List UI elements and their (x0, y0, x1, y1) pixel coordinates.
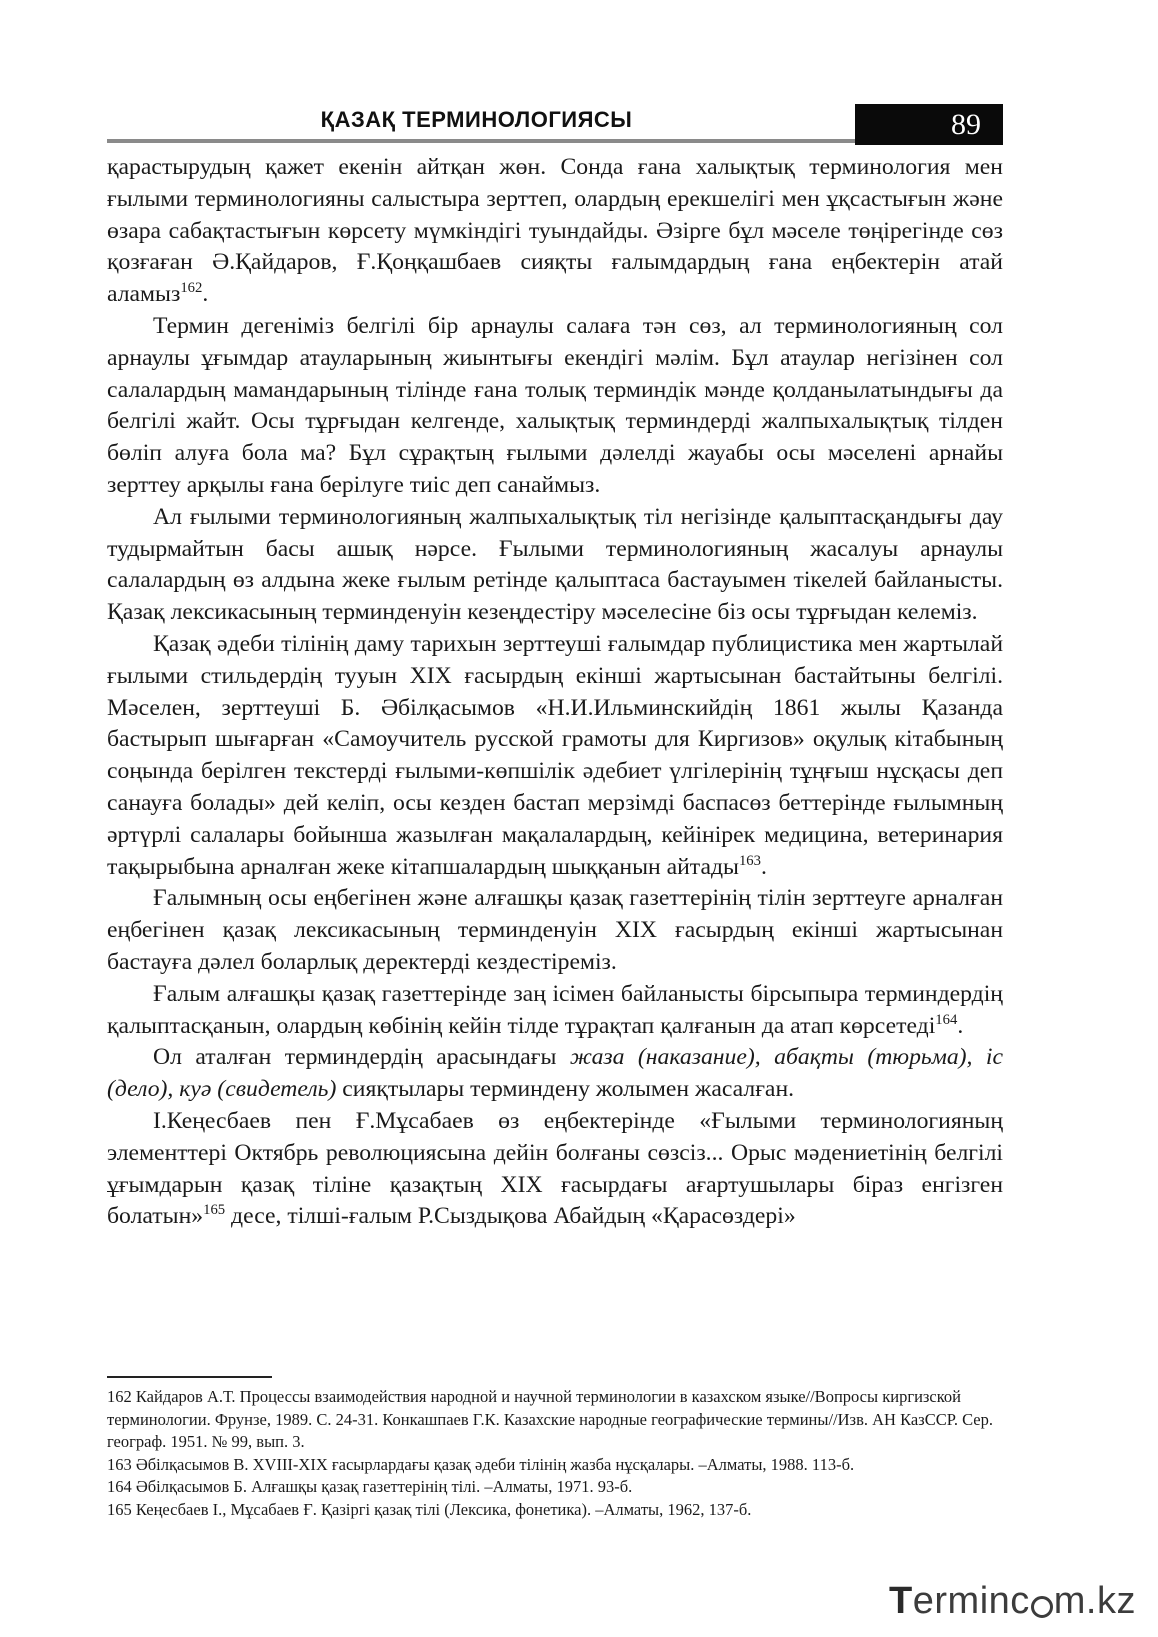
termincom-watermark-logo: T erminc m.kz (889, 1580, 1136, 1622)
footnote-ref-164: 164 (935, 1011, 958, 1028)
footnote-ref-163: 163 (738, 852, 761, 869)
footnote-163: 163 Әбілқасымов В. XVIII-XIX ғасырлардағы қазақ әдеби тілінің жазба нұсқалары. –Алматы, 1988. 113-б. (107, 1454, 855, 1474)
running-header-title: ҚАЗАҚ ТЕРМИНОЛОГИЯСЫ (320, 107, 633, 132)
footnote-165: 165 Кеңесбаев І., Мұсабаев Ғ. Қазіргі қазақ тілі (Лексика, фонетика). –Алматы, 1962, 137-б. (107, 1499, 752, 1519)
footnote-separator (107, 1376, 272, 1378)
footnote-ref-165: 165 (203, 1202, 226, 1219)
paragraph-7: Ол аталған терминдердің арасындағы жаза (наказание), абақты (тюрьма), іс (дело), куә (свидетель) сияқтылары терминдену жолымен жасалған. (107, 1044, 1003, 1103)
page-number: 89 (855, 104, 1003, 145)
body-text (107, 152, 1003, 1233)
paragraph-2: Термин дегеніміз белгілі бір арнаулы салаға тән сөз, ал терминологияның сол арнаулы ұғымдар атауларының жиынтығы екендігі мәлім. Бұл атаулар негізінен сол салалардың мамандарының тілінде ғана толық терминдік мәнде қолданылатындығы да белгілі жайт. Осы тұрғыдан келгенде, халықтық терминдерді жалпыхалықтық тілден бөліп алуға бола ма? Бұл сұрақтың ғылыми дәлелді жауабы осы мәселені арнайы зерттеу арқылы ғана берілуге тиіс деп санаймыз. (107, 312, 1003, 498)
footnote-162: 162 Кайдаров А.Т. Процессы взаимодействия народной и научной терминологии в казахском языке//Вопросы киргизской терминологии. Фрунзе, 1989. С. 24-31. Конкашпаев Г.К. Казахские народные географические термины//Изв. АН КазССР. Сер. географ. 1951. № 99, вып. 3. (107, 1387, 993, 1452)
paragraph-1: қарастырудың қажет екенін айтқан жөн. Сонда ғана халықтық терминология мен ғылыми терминологияны салыстыра зерттеп, олардың ерекшелігі мен ұқсастығын және өзара сабақтастығын көрсету мүмкіндігі туындайды. Әзірге бұл мәселе төңірегінде сөз қозғаған Ә.Қайдаров, Ғ.Қоңқашбаев сияқты ғалымдардың ғана еңбектерін атай аламыз$^{162}$. (107, 154, 1003, 308)
paragraph-3: Ал ғылыми терминологияның жалпыхалықтық тіл негізінде қалыптасқандығы дау тудырмайтын басы ашық нәрсе. Ғылыми терминологияның жасалуы арнаулы салалардың өз алдына жеке ғылым ретінде қалыптаса бастауымен тікелей байланысты. Қазақ лексикасының терминденуін кезеңдестіру мәселесіне біз осы тұрғыдан келеміз. (107, 503, 1003, 626)
paragraph-6: Ғалым алғашқы қазақ газеттерінде заң ісімен байланысты бірсыпыра терминдердің қалыптасқанын, олардың көбінің кейін тілде тұрақтап қалғанын да атап көрсетеді$^{164}$. (107, 980, 1003, 1039)
paragraph-5: Ғалымның осы еңбегінен және алғашқы қазақ газеттерінің тілін зерттеуге арналған еңбегінен қазақ лексикасының терминденуін XIX ғасырдың екінші жартысынан бастауға дәлел боларлық деректерді кездестіреміз. (107, 885, 1003, 975)
circle-o-icon (1031, 1596, 1053, 1618)
paragraph-8: І.Кеңесбаев пен Ғ.Мұсабаев өз еңбектерінде «Ғылыми терминологияның элементтері Октябрь революциясына дейін болғаны сөзсіз... Орыс мәдениетінің белгілі ұғымдарын қазақ тіліне қазақтың XIX ғасырдағы ағартушылары біраз енгізген болатын»$^{165}$ десе, тілші-ғалым Р.Сыздықова Абайдың «Қарасөздері» (107, 1107, 1003, 1230)
footnotes (107, 1386, 1003, 1522)
footnote-ref-162: 162 (180, 280, 203, 297)
footnote-164: 164 Әбілқасымов Б. Алғашқы қазақ газеттерінің тілі. –Алматы, 1971. 93-б. (107, 1477, 633, 1497)
header-rule (107, 139, 855, 143)
paragraph-4: Қазақ әдеби тілінің даму тарихын зерттеуші ғалымдар публицистика мен жартылай ғылыми стильдердің тууын XIX ғасырдың екінші жартысынан бастайтыны белгілі. Мәселен, зерттеуші Б. Әбілқасымов «Н.И.Ильминскийдің 1861 жылы Қазанда бастырып шығарған «Самоучитель русской грамоты для Киргизов» оқулық кітабының соңында берілген текстерді ғылыми-көпшілік әдебиет үлгілерінің тұңғыш нұсқасы деп санауға болады» дей келіп, осы кезден бастап мерзімді баспасөз беттерінде ғылымның әртүрлі салалары бойынша жазылған мақалалардың, кейінірек медицина, ветеринария тақырыбына арналған жеке кітапшалардың шыққанын айтады$^{163}$. (107, 630, 1003, 880)
italic-terms: жаза (наказание), абақты (тюрьма), іс (дело), куә (свидетель) (107, 1044, 1003, 1103)
